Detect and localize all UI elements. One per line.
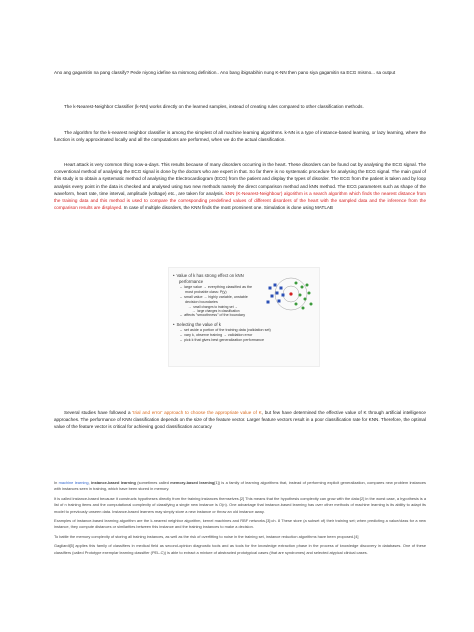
class-b-point bbox=[304, 298, 307, 301]
class-b-point bbox=[299, 294, 302, 297]
k-selection-paragraph: Several studies have followed a 'trial and error' approach to choose the appropriate value of K, but few have determined the effective value of K through artificial intelligence approaches. The performance of KNN classification depends on the size of the feature vector. Larger feature vectors result in a poor classification rate for KNN. Therefore, the optimal value of the feature vector is critical for achieving good classification accuracy bbox=[54, 410, 426, 430]
class-a-point bbox=[271, 295, 274, 298]
wiki-paragraph: Gagliardi[5] applies this family of classifiers in medical field as second-opinion diagnostic tools and as tools for the knowledge extraction phase in the process of knowledge discovery in databases. One of these classifiers (called Prototype exemplar learning classifier (PEL-C)) is able to extract a mixture of abstracted prototypical cases (that are syndromes) and selected atypical clinical cases. bbox=[54, 543, 426, 555]
knn-classifier-name: The k-Nearest-Neighbor Classifier (k-NN) bbox=[64, 104, 149, 109]
machine-learning-link[interactable]: machine learning bbox=[58, 480, 89, 485]
wiki-paragraph: It is called instance-based because it constructs hypotheses directly from the training instances themselves.[2] This means that the hypothesis complexity can grow with the data:[2] in the worst case, a hypothesis is a list of n training items and the computational complexity of classifying a single new instance is O(n). One advantage that instance-based learning has over other methods of machine learning is its ability to adapt its model to previously unseen data. Instance-based learners may simply store a new instance or throw an old instance away. bbox=[54, 495, 426, 514]
query-point bbox=[289, 292, 292, 295]
slide-sub-bullet: – large value → everything classified as the most probable class: P(y) bbox=[173, 285, 259, 295]
knn-neighborhood-diagram bbox=[261, 273, 317, 325]
heart-attack-paragraph: Heart attack is very common thing now-a-days. This results because of many disorders occurring in the heart. These disorders can be found out by analysing the ECG signal. The conventional method of analysing the ECG signal is done by the doctors who are expert in that. So far there is no systematic procedure for analysing the ECG signal. The main goal of this study is to obtain a systematic method of analysing the Electrocardiogram (ECG) from the patient and display the types of disorder. The ECG from the patient is taken and by loop analysis every point in the data is checked and analysed using two new methods namely the direct comparison method and kNN method. The ECG parameters such as shape of the waveform, heart rate, time interval, amplitude (voltage) etc., are taken for analysis. kNN (K-Nearest-Neighbour) algorithm is a search algorithm which finds the nearest distance from the training data and this method is used to compare the corresponding predefined values of different disorders of the heart with the sampled data and the inference from the comparison results are displayed. In case of multiple disorders, the KNN finds the most prominent one. Simulation is done using MATLAB bbox=[54, 162, 426, 211]
wiki-paragraph: To battle the memory complexity of storing all training instances, as well as the risk of overfitting to noise in the training set, instance reduction algorithms have been proposed.[4] bbox=[54, 533, 359, 539]
slide-sub-sub-bullet: → large changes in classification bbox=[173, 309, 259, 313]
class-a-point bbox=[276, 292, 279, 295]
slide-bullets bbox=[173, 273, 271, 343]
slide-sub-bullet: – pick k that gives best generalization performance bbox=[173, 338, 325, 343]
slide-sub-sub-bullet: → small changes to training set → bbox=[173, 305, 259, 309]
knn-red-highlight: kNN (K-Nearest-Neighbour) algorithm is a search algorithm which finds the nearest distance from the training data and this method is used to compare the corresponding predefined values of different disorders of the heart with the sampled data and the inference from the comparison results are displayed. bbox=[54, 190, 426, 211]
knn-algorithm-paragraph: The algorithm for the k-nearest neighbor classifier is among the simplest of all machine learning algorithms. k-NN is a type of instance-based learning, or lazy learning, where the function is only approximated locally and all the computations are performed, when we do the actual classification. bbox=[54, 130, 426, 143]
slide-sub-bullet: – set aside a portion of the training data (validation set) bbox=[173, 328, 325, 333]
slide-bullet: • Selecting the value of k bbox=[173, 322, 259, 328]
slide-bullet: • Value of k has strong effect on kNN performance bbox=[173, 273, 259, 285]
wiki-paragraph: In machine learning, instance-based learning (sometimes called memory-based learning[1]) is a family of learning algorithms that, instead of performing explicit generalization, compares new problem instances with instances seen in training, which have been stored in memory. bbox=[54, 480, 426, 492]
class-a-point bbox=[280, 287, 283, 290]
class-a-point bbox=[274, 284, 277, 287]
class-a-point bbox=[282, 294, 285, 297]
wiki-paragraph: Examples of instance-based learning algorithm are the k-nearest neighbor algorithm, kernel machines and RBF networks.[3]:ch. 8 These store (a subset of) their training set; when predicting a value/class for a new instance, they compute distances or similarities between this instance and the training instances to make a decision. bbox=[54, 518, 426, 530]
class-b-point bbox=[308, 292, 311, 295]
class-a-point bbox=[278, 300, 281, 303]
knn-intro-paragraph: The k-Nearest-Neighbor Classifier (k-NN) works directly on the learned samples, instead of creating rules compared to other classification methods. bbox=[64, 104, 364, 109]
class-b-point bbox=[295, 282, 298, 285]
class-b-point bbox=[301, 286, 304, 289]
trial-and-error-highlight: 'trial and error' approach to choose the appropriate value of K bbox=[132, 410, 262, 415]
class-b-point bbox=[295, 303, 298, 306]
question-text: Ano ang gagamitin na pang classify? Pede niyong idefine sa mismong definition.. Ano bang ibigsabihin nung K-NN then pano siya gagamitin sa ECG mismo... sa output bbox=[54, 70, 396, 75]
instance-based-learning-excerpt bbox=[54, 480, 426, 559]
class-a-point bbox=[269, 287, 272, 290]
class-b-point bbox=[302, 307, 305, 310]
class-b-point bbox=[306, 284, 309, 287]
slide-sub-bullet: – vary k, observe training → validation error bbox=[173, 333, 325, 338]
class-a-point bbox=[267, 301, 270, 304]
slide-sub-bullet: – small value → highly variable, unstable decision boundaries bbox=[173, 295, 259, 305]
slide-sub-bullet: – affects "smoothness" of the boundary bbox=[173, 313, 259, 318]
class-b-point bbox=[310, 303, 313, 306]
k-value-slide-figure bbox=[168, 267, 320, 367]
